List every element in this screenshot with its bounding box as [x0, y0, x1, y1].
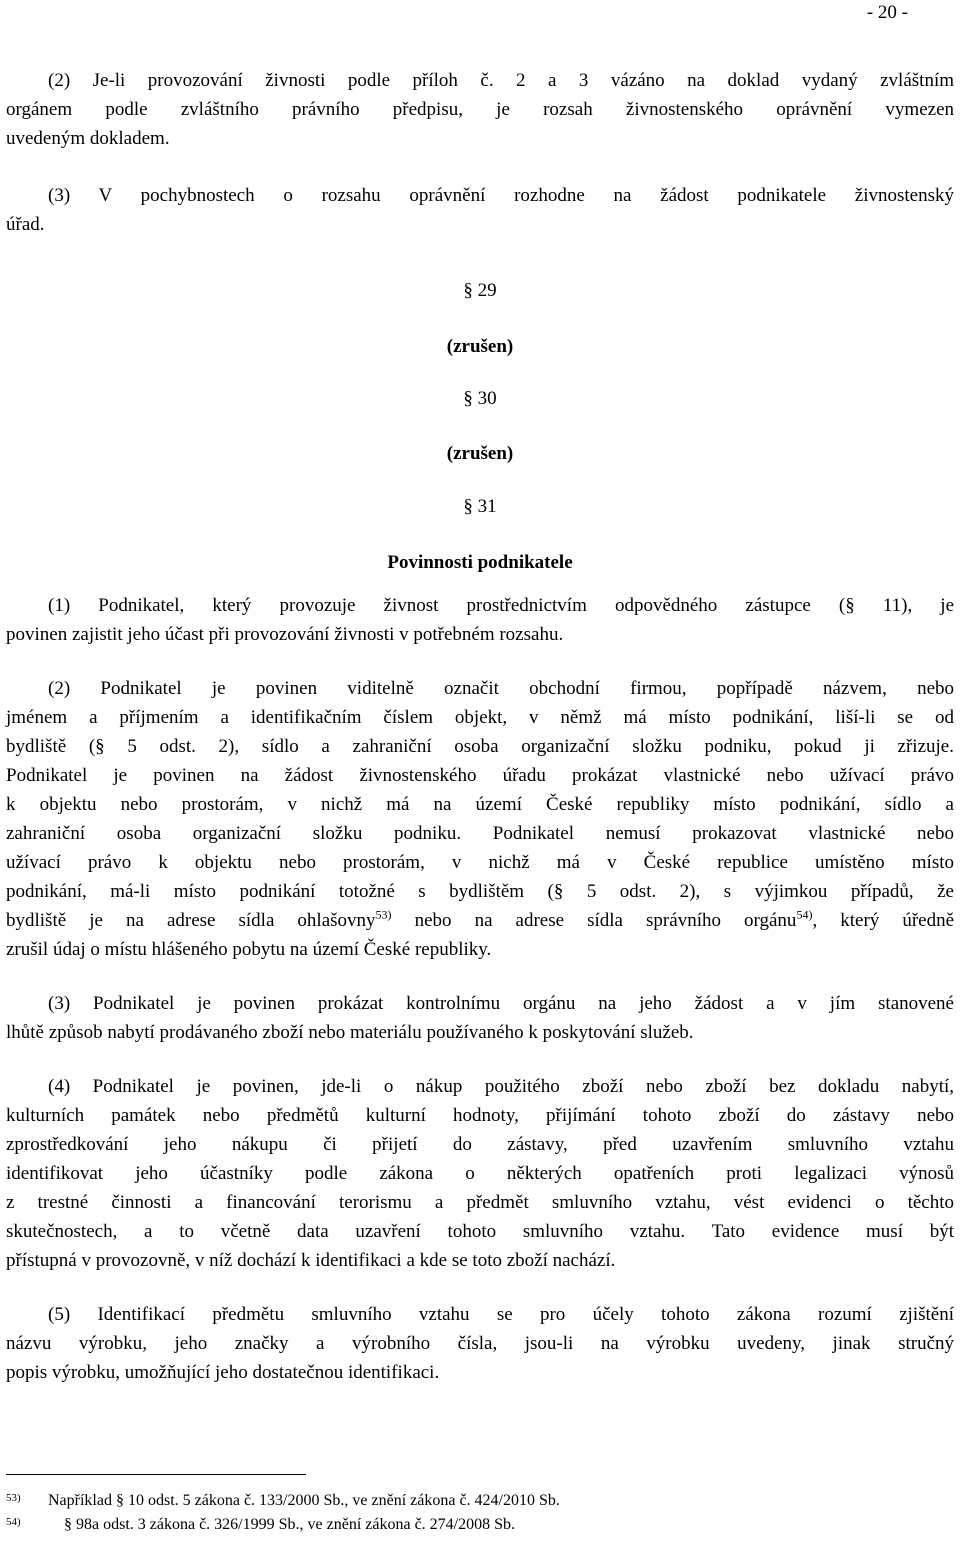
footnote-text: Například § 10 odst. 5 zákona č. 133/2000 Sb., ve znění zákona č. 424/2010 Sb.	[48, 1492, 560, 1509]
text-line: popis výrobku, umožňující jeho dostatečnou identifikaci.	[6, 1362, 440, 1383]
section-29-title: (zrušen)	[446, 336, 514, 357]
text-line: přístupná v provozovně, v níž dochází k identifikaci a kde se toto zboží nachází.	[6, 1250, 616, 1271]
text-line: (2) Je-li provozování živnosti podle příloh č. 2 a 3 vázáno na doklad vydaný zvláštním	[48, 70, 954, 91]
text-line-with-footnotes	[6, 906, 954, 935]
text-line: (5) Identifikací předmětu smluvního vztahu se pro účely tohoto zákona rozumí zjištění	[48, 1304, 954, 1325]
text-line: (3) Podnikatel je povinen prokázat kontrolnímu orgánu na jeho žádost a v jím stanovené	[48, 993, 954, 1014]
text-line: zprostředkování jeho nákupu či přijetí do zástavy, před uzavřením smluvního vztahu	[6, 1134, 954, 1155]
text-line: (2) Podnikatel je povinen viditelně označit obchodní firmou, popřípadě názvem, nebo	[48, 678, 954, 699]
text-line: k objektu nebo prostorám, v nichž má na území České republiky místo podnikání, sídlo a	[6, 794, 954, 815]
text-line: zahraniční osoba organizační složku podniku. Podnikatel nemusí prokazovat vlastnické nebo	[6, 823, 954, 844]
footnote-ref-54[interactable]: 54)	[796, 907, 813, 922]
text-line: lhůtě způsob nabytí prodávaného zboží nebo materiálu používaného k poskytování služeb.	[6, 1022, 694, 1043]
s31-paragraph-3	[6, 989, 954, 1047]
text-line: Podnikatel je povinen na žádost živnostenského úřadu prokázat vlastnické nebo užívací právo	[6, 765, 954, 786]
footnote-mark: 54)	[6, 1516, 21, 1528]
section-29-heading	[0, 278, 960, 304]
text-line: zrušil údaj o místu hlášeného pobytu na území České republiky.	[6, 939, 492, 960]
text-line: orgánem podle zvláštního právního předpisu, je rozsah živnostenského oprávnění vymezen	[6, 99, 954, 120]
text-fragment: bydliště je na adrese sídla ohlašovny	[6, 910, 376, 931]
footnote-separator	[6, 1474, 306, 1475]
section-number: 29	[477, 280, 497, 301]
text-line: názvu výrobku, jeho značky a výrobního čísla, jsou-li na výrobku uvedeny, jinak stručný	[6, 1333, 954, 1354]
section-30-title: (zrušen)	[446, 443, 514, 464]
s31-paragraph-4	[6, 1072, 954, 1275]
text-line: jménem a příjmením a identifikačním číslem objekt, v němž má místo podnikání, liší-li se od	[6, 707, 954, 728]
text-line: užívací právo k objektu nebo prostorám, v nichž má v České republice umístěno místo	[6, 852, 954, 873]
footnote-text: § 98a odst. 3 zákona č. 326/1999 Sb., ve znění zákona č. 274/2008 Sb.	[64, 1516, 516, 1533]
footnote-53	[6, 1491, 560, 1511]
section-31-heading	[0, 494, 960, 520]
footnote-mark: 53)	[6, 1492, 21, 1504]
s31-paragraph-1	[6, 591, 954, 649]
text-line: úřad.	[6, 214, 45, 235]
section-symbol: §	[463, 496, 473, 517]
footnote-54	[6, 1515, 515, 1535]
paragraph-2-intro	[6, 66, 954, 153]
text-fragment: nebo na adrese sídla správního orgánu	[391, 910, 797, 931]
text-line: (1) Podnikatel, který provozuje živnost prostřednictvím odpovědného zástupce (§ 11), je	[48, 595, 954, 616]
text-line: skutečnostech, a to včetně data uzavření tohoto smluvního vztahu. Tato evidence musí být	[6, 1221, 954, 1242]
text-line: identifikovat jeho účastníky podle zákona o některých opatřeních proti legalizaci výnosů	[6, 1163, 954, 1184]
text-line: povinen zajistit jeho účast při provozování živnosti v potřebném rozsahu.	[6, 624, 564, 645]
text-fragment: , který úředně	[812, 910, 955, 931]
text-line: uvedeným dokladem.	[6, 128, 170, 149]
s31-paragraph-2	[6, 674, 954, 964]
section-number: 30	[477, 388, 497, 409]
text-line: z trestné činnosti a financování terorismu a předmět smluvního vztahu, vést evidenci o těchto	[6, 1192, 954, 1213]
page-number: - 20 -	[866, 2, 908, 23]
section-number: 31	[477, 496, 497, 517]
section-symbol: §	[463, 388, 473, 409]
section-30-heading	[0, 386, 960, 412]
footnote-ref-53[interactable]: 53)	[375, 907, 392, 922]
text-line: (4) Podnikatel je povinen, jde-li o nákup použitého zboží nebo zboží bez dokladu nabytí,	[48, 1076, 954, 1097]
text-line: (3) V pochybnostech o rozsahu oprávnění rozhodne na žádost podnikatele živnostenský	[48, 185, 954, 206]
text-line: kulturních památek nebo předmětů kulturní hodnoty, přijímání tohoto zboží do zástavy nebo	[6, 1105, 954, 1126]
section-31-title: Povinnosti podnikatele	[387, 552, 573, 573]
section-symbol: §	[463, 280, 473, 301]
s31-paragraph-5	[6, 1300, 954, 1387]
text-line: podnikání, má-li místo podnikání totožné s bydlištěm (§ 5 odst. 2), s výjimkou případů, že	[6, 881, 954, 902]
text-line: bydliště (§ 5 odst. 2), sídlo a zahraniční osoba organizační složku podniku, pokud ji zřizuje.	[6, 736, 954, 757]
paragraph-3-intro	[6, 181, 954, 239]
